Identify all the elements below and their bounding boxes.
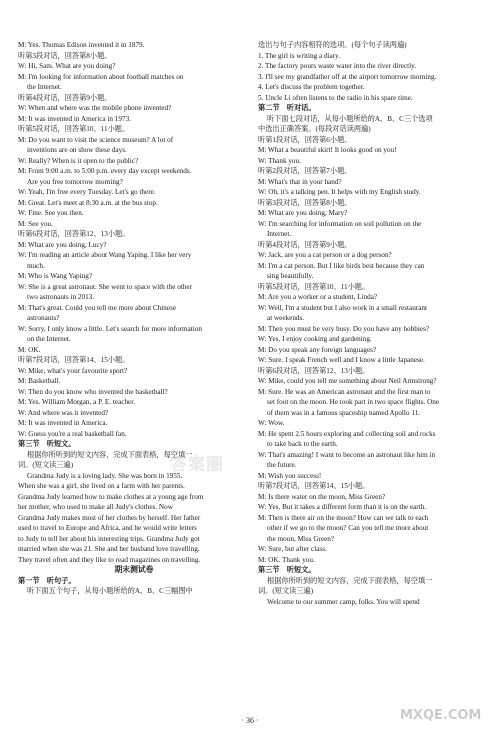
text-line: W: Sorry, I only know a little. Let's search for more information xyxy=(18,324,202,333)
text-line: 选出与句子内容相符的选项。(每个句子读两遍) xyxy=(258,41,407,49)
text-line: much. xyxy=(27,261,45,270)
text-line: 第二节 听对话。 xyxy=(258,104,316,112)
text-line: used to travel to Europe and Africa, and he would write letters xyxy=(18,524,197,532)
text-line: M: Is there water on the moon, Miss Green? xyxy=(258,492,386,501)
text-line: M: Are you a worker or a student, Linda? xyxy=(258,293,378,301)
text-line: 中选出正确答案。(每段对话读两遍) xyxy=(258,125,371,133)
text-line: M: From 9:00 a.m. to 5:00 p.m. every day except weekends. xyxy=(18,167,192,175)
text-line: Internet. xyxy=(267,230,292,238)
text-line: W: She is a great astronaut. She went to space with the other xyxy=(18,282,192,291)
text-line: 听第2段对话，回答第7小题。 xyxy=(258,167,352,175)
text-line: 根据你所听到的短文内容，完成下面表格，每空填一 xyxy=(267,576,433,585)
text-line: M: What are you doing, Lucy? xyxy=(18,240,107,249)
text-line: M: Wish you success! xyxy=(258,471,322,480)
text-line: M: Yes. Thomas Edison invented it in 1879. xyxy=(18,41,145,49)
text-line: of them was in a famous spaceship named Apollo 11. xyxy=(267,408,421,417)
text-line: at weekends. xyxy=(267,314,305,322)
watermark-corner: MXQE.COM xyxy=(400,708,482,723)
text-line: M: He spent 2.5 hours exploring and collecting soil and rocks xyxy=(258,429,436,438)
text-line: M: Then you must be very busy. Do you have any hobbies? xyxy=(258,324,430,333)
text-line: her mother, who used to make all Judy's clothes. Now xyxy=(18,503,173,511)
text-line: M: What are you doing, Mary? xyxy=(258,209,348,217)
text-line: M: Sure. He was an American astronaut and the first man to xyxy=(258,387,431,396)
text-line: married when she was 21. She and her husband love travelling. xyxy=(18,545,200,553)
text-line: Grandma Judy learned how to make clothes at a young age from xyxy=(18,492,204,501)
text-line: W: Well, I'm a student but I also work in a small restaurant xyxy=(258,303,427,312)
text-line: 词。(短文读三遍) xyxy=(18,461,74,469)
text-line: 听第7段对话，回答第14、15小题。 xyxy=(258,482,370,490)
text-line: inventions are on show these days. xyxy=(27,146,127,154)
text-line: W: I'm reading an article about Wang Yaping. I like her very xyxy=(18,251,192,259)
text-line: the moon, Miss Green? xyxy=(267,534,335,543)
text-line: M: Do you speak any foreign languages? xyxy=(258,345,377,354)
text-line: 根据你所听到的短文内容，完成下面表格，每空填一 xyxy=(27,450,193,459)
text-line: to Judy to tell her about his interesting trips. Grandma Judy got xyxy=(18,534,200,543)
text-line: astronauts? xyxy=(27,314,60,322)
text-line: W: Fine. See you then. xyxy=(18,209,84,217)
text-line: on the Internet. xyxy=(27,335,71,343)
text-line: M: I'm looking for information about football matches on xyxy=(18,72,184,81)
watermark-main: 答案圈 xyxy=(170,455,224,475)
text-line: 2. The factory pours waste water into the river directly. xyxy=(258,62,417,70)
text-line: Are you free tomorrow morning? xyxy=(27,177,123,186)
text-line: 听第5段对话，回答第10、11小题。 xyxy=(18,125,130,133)
text-line: W: Then do you know who invented the basketball? xyxy=(18,387,168,396)
text-line: They travel often and they like to read magazines on travelling. xyxy=(18,555,201,564)
text-line: M: Who is Wang Yaping? xyxy=(18,272,93,280)
text-line: 听第6段对话，回答第12、13小题。 xyxy=(258,366,370,375)
page-number: · 36 · xyxy=(241,716,259,725)
text-line: M: It was invented in America in 1973. xyxy=(18,114,131,123)
text-line: 4. Let's discuss the problem together. xyxy=(258,83,365,91)
text-line: 听第1段对话，回答第6小题。 xyxy=(258,135,352,144)
text-line: M: Great. Let's meet at 8:30 a.m. at the bus stop. xyxy=(18,198,158,207)
text-line: M: I'm a cat person. But I like birds best because they can xyxy=(258,261,425,270)
text-line: Grandma Judy is a loving lady. She was born in 1955. xyxy=(27,471,183,480)
text-line: 听第5段对话，回答第10、11小题。 xyxy=(258,282,370,291)
text-line: W: Sure. I speak French well and I know a little Japanese. xyxy=(258,356,425,364)
text-line: 听第7段对话，回答第14、15小题。 xyxy=(18,356,130,364)
text-line: 第一节 听句子。 xyxy=(18,576,76,585)
text-line: W: Mike, could you tell me something about Neil Armstrong? xyxy=(258,377,437,385)
text-line: W: And where was it invented? xyxy=(18,408,109,417)
text-line: When she was a girl, she lived on a farm with her parents. xyxy=(18,482,185,490)
text-line: two astronauts in 2013. xyxy=(27,293,95,301)
text-line: 听第4段对话，回答第9小题。 xyxy=(18,93,112,102)
text-line: W: When and where was the mobile phone invented? xyxy=(18,104,172,112)
text-line: M: See you. xyxy=(18,219,53,228)
text-line: M: Yes. William Morgan, a P. E. teacher. xyxy=(18,398,136,406)
text-line: other if we go to the moon? Can you tell me more about xyxy=(267,524,429,532)
text-line: 听第6段对话，回答第12、13小题。 xyxy=(18,230,130,238)
text-line: M: It was invented in America. xyxy=(18,419,108,427)
text-line: 第三节 听短文。 xyxy=(258,566,316,574)
text-line: 听下面七段对话，从每小题所给的A、B、C三个选项 xyxy=(267,114,433,123)
text-line: 听下面五个句子，从每小题所给的A、B、C三幅图中 xyxy=(27,587,193,595)
text-line: Grandma Judy makes most of her clothes by herself. Her father xyxy=(18,513,201,522)
text-line: W: Sure, but after class. xyxy=(258,545,327,553)
text-line: W: Yeah, I'm free every Tuesday. Let's go there. xyxy=(18,188,156,196)
text-line: M: What's that in your hand? xyxy=(258,177,342,186)
text-line: 1. The girl is writing a diary. xyxy=(258,51,341,60)
text-line: 听第3段对话，回答第8小题。 xyxy=(18,51,112,60)
text-line: W: I'm searching for information on soil pollution on the xyxy=(258,219,422,228)
text-line: 5. Uncle Li often listens to the radio in his spare time. xyxy=(258,93,413,102)
text-line: the Internet. xyxy=(27,83,62,91)
right-column xyxy=(258,40,490,607)
text-line: 词。(短文读三遍) xyxy=(258,587,314,595)
text-line: W: Jack, are you a cat person or a dog person? xyxy=(258,251,392,259)
text-line: 第三节 听短文。 xyxy=(18,440,76,448)
text-line: W: Wow. xyxy=(258,419,285,427)
text-line: M: Do you want to visit the science museum? A lot of xyxy=(18,135,174,144)
text-line: 听第3段对话，回答第8小题。 xyxy=(258,198,352,207)
text-line: W: Yes. But it takes a different form than it is on the earth. xyxy=(258,503,427,511)
text-line: to take back to the earth. xyxy=(267,440,338,448)
left-column xyxy=(18,40,250,597)
text-line: W: Thank you. xyxy=(258,156,301,165)
text-line: M: What a beautiful skirt! It looks good on you! xyxy=(258,146,397,154)
text-line: Welcome to our summer camp, folks. You will spend xyxy=(267,597,420,606)
text-line: M: Basketball. xyxy=(18,377,61,385)
text-line: M: Then is there air on the moon? How can we talk to each xyxy=(258,513,429,522)
text-line: W: Oh, it's a talking pen. It helps with my English study. xyxy=(258,188,421,196)
text-line: W: Really? When is it open to the public? xyxy=(18,156,139,165)
text-line: W: Yes. I enjoy cooking and gardening. xyxy=(258,335,372,343)
text-line: W: That's amazing! I want to become an astronaut like him in xyxy=(258,450,436,459)
text-line: M: OK. xyxy=(18,345,41,354)
text-line: M: That's great. Could you tell me more about Chinese xyxy=(18,303,177,312)
text-line: the future. xyxy=(267,461,297,469)
text-line: 3. I'll see my grandfather off at the airport tomorrow morning. xyxy=(258,72,437,81)
text-line: W: Mike, what's your favourite sport? xyxy=(18,366,128,375)
text-line: set foot on the moon. He took part in two space flights. One xyxy=(267,398,440,406)
text-line: 听第4段对话，回答第9小题。 xyxy=(258,240,352,249)
text-line: W: Hi, Sam. What are you doing? xyxy=(18,62,116,70)
text-line: M: OK. Thank you. xyxy=(258,555,315,564)
text-line: sing beautifully. xyxy=(267,272,314,280)
text-line: W: Guess you're a real basketball fan. xyxy=(18,429,127,438)
text-line: 期末测试卷 xyxy=(114,565,154,574)
